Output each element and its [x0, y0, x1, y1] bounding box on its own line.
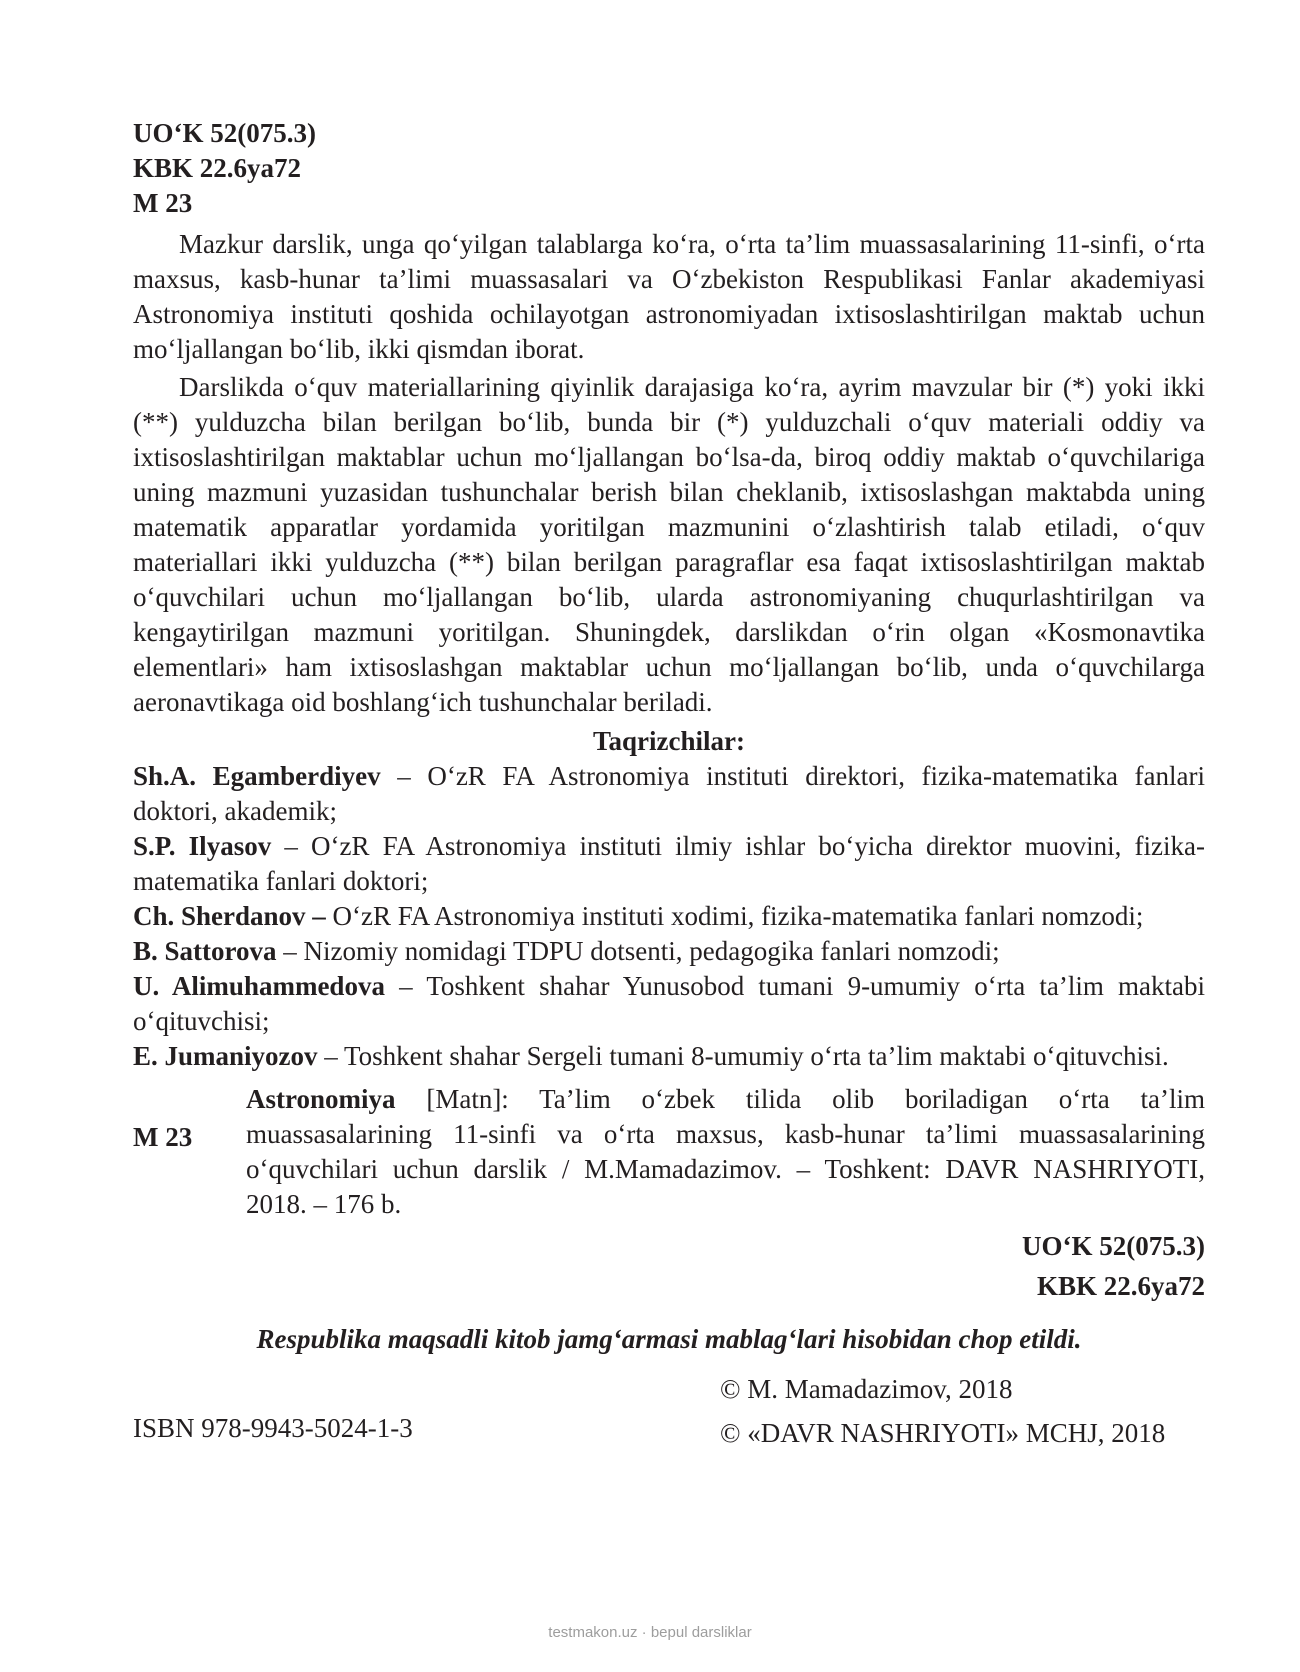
reviewer-entry: S.P. Ilyasov – O‘zR FA Astronomiya instituti ilmiy ishlar bo‘yicha direktor muovini, fizika-matematika fanlari doktori;: [133, 831, 1206, 896]
reviewer-entry: U. Alimuhammedova – Toshkent shahar Yunusobod tumani 9-umumiy o‘rta ta’lim maktabi o‘qituvchisi;: [133, 971, 1205, 1036]
footer-classification-codes: [133, 1226, 1205, 1306]
description-paragraph: Darslikda o‘quv materiallarining qiyinlik darajasiga ko‘ra, ayrim mavzular bir (*) yoki ikki (**) yulduzcha bilan berilgan bo‘lib, bunda bir (*) yulduzchali o‘quv materiali oddiy va ixtisoslashtirilgan maktablar uchun mo‘ljallangan bo‘lsa-da, biroq oddiy maktab o‘quvchilariga uning mazmuni yuzasidan tushunchalar berish bilan cheklanib, ixtisoslashgan maktabda uning matematik apparatlar yordamida yoritilgan mazmunini o‘zlashtirish talab etiladi, o‘quv materiallari ikki yulduzcha (**) bilan berilgan paragraflar esa faqat ixtisoslashtirilgan maktab o‘quvchilari uchun mo‘ljallangan bo‘lib, ularda astronomiyaning chuqurlashtirilgan va kengaytirilgan mazmuni yoritilgan. Shuningdek, darslikdan o‘rin olgan «Kosmonavtika elementlari» ham ixtisoslashgan maktablar uchun mo‘ljallangan bo‘lib, unda o‘quvchilarga aeronavtikaga oid boshlang‘ich tushunchalar beriladi.: [133, 372, 1205, 717]
biblio-index: M 23: [133, 1122, 193, 1152]
reviewer-name: Ch. Sherdanov –: [133, 901, 326, 931]
reviewer-description: Toshkent shahar Yunusobod tumani 9-umumiy o‘rta ta’lim maktabi o‘qituvchisi;: [133, 971, 1205, 1036]
reviewer-name: E. Jumaniyozov: [133, 1041, 318, 1071]
classification-codes: [133, 116, 1205, 221]
reviewer-description: O‘zR FA Astronomiya instituti ilmiy ishlar bo‘yicha direktor muovini, fizika-matematika fanlari doktori;: [133, 831, 1206, 896]
copyright-publisher: © «DAVR NASHRIYOTI» MCHJ, 2018: [720, 1418, 1166, 1448]
reviewer-description: Toshkent shahar Sergeli tumani 8-umumiy o‘rta ta’lim maktabi o‘qituvchisi.: [344, 1041, 1169, 1071]
author-mark: M 23: [133, 188, 193, 218]
reviewer-description: O‘zR FA Astronomiya instituti xodimi, fizika-matematika fanlari nomzodi;: [332, 901, 1144, 931]
reviewer-name: S.P. Ilyasov: [133, 831, 272, 861]
publication-info: [133, 1367, 1205, 1457]
document-page: [133, 116, 1205, 1457]
footer-udk-code: UO‘K 52(075.3): [1022, 1231, 1205, 1261]
footer-bbk-code: KBK 22.6ya72: [1036, 1271, 1205, 1301]
reviewer-name: Sh.A. Egamberdiyev: [133, 761, 381, 791]
copyright-author: © M. Mamadazimov, 2018: [720, 1374, 1013, 1404]
reviewer-name: B. Sattorova: [133, 936, 277, 966]
reviewer-name: U. Alimuhammedova: [133, 971, 385, 1001]
reviewer-description: Nizomiy nomidagi TDPU dotsenti, pedagogika fanlari nomzodi;: [303, 936, 1000, 966]
biblio-description: [246, 1082, 1205, 1222]
watermark: testmakon.uz · bepul darsliklar: [548, 1624, 752, 1641]
reviewer-entry: Sh.A. Egamberdiyev – O‘zR FA Astronomiya instituti direktori, fizika-matematika fanlari doktori, akademik;: [133, 761, 1205, 826]
reviewer-description: O‘zR FA Astronomiya instituti direktori, fizika-matematika fanlari doktori, akademik;: [133, 761, 1205, 826]
bibliographic-record: [133, 1082, 1205, 1222]
udk-code: UO‘K 52(075.3): [133, 118, 316, 148]
funding-note: Respublika maqsadli kitob jamg‘armasi mablag‘lari hisobidan chop etildi.: [256, 1324, 1082, 1354]
bbk-code: KBK 22.6ya72: [133, 153, 302, 183]
reviewer-entry: E. Jumaniyozov – Toshkent shahar Sergeli tumani 8-umumiy o‘rta ta’lim maktabi o‘qituvchisi.: [133, 1041, 1169, 1071]
reviewer-entry: B. Sattorova – Nizomiy nomidagi TDPU dotsenti, pedagogika fanlari nomzodi;: [133, 936, 1000, 966]
copyright-notices: [720, 1367, 1165, 1455]
isbn: ISBN 978-9943-5024-1-3: [133, 1413, 413, 1443]
biblio-details: [Matn]: Ta’lim o‘zbek tilida olib boriladigan o‘rta ta’lim muassasalarining 11-sinfi va o‘rta maxsus, kasb-hunar ta’limi muassasalarining o‘quvchilari uchun darslik / M.Mamadazimov. – Toshkent: DAVR NASHRIYOTI, 2018. – 176 b.: [246, 1084, 1205, 1219]
intro-paragraph: Mazkur darslik, unga qo‘yilgan talablarga ko‘ra, o‘rta ta’lim muassasalarining 11-sinfi, o‘rta maxsus, kasb-hunar ta’limi muassasalari va O‘zbekiston Respublikasi Fanlar akademiyasi Astronomiya instituti qoshida ochilayotgan astronomiyadan ixtisoslashtirilgan maktab uchun mo‘ljallangan bo‘lib, ikki qismdan iborat.: [133, 229, 1205, 364]
biblio-title: Astronomiya: [246, 1084, 396, 1114]
reviewers-list: [133, 759, 1205, 1074]
reviewer-entry: [133, 899, 1205, 934]
reviewers-heading: Taqrizchilar:: [593, 726, 745, 756]
